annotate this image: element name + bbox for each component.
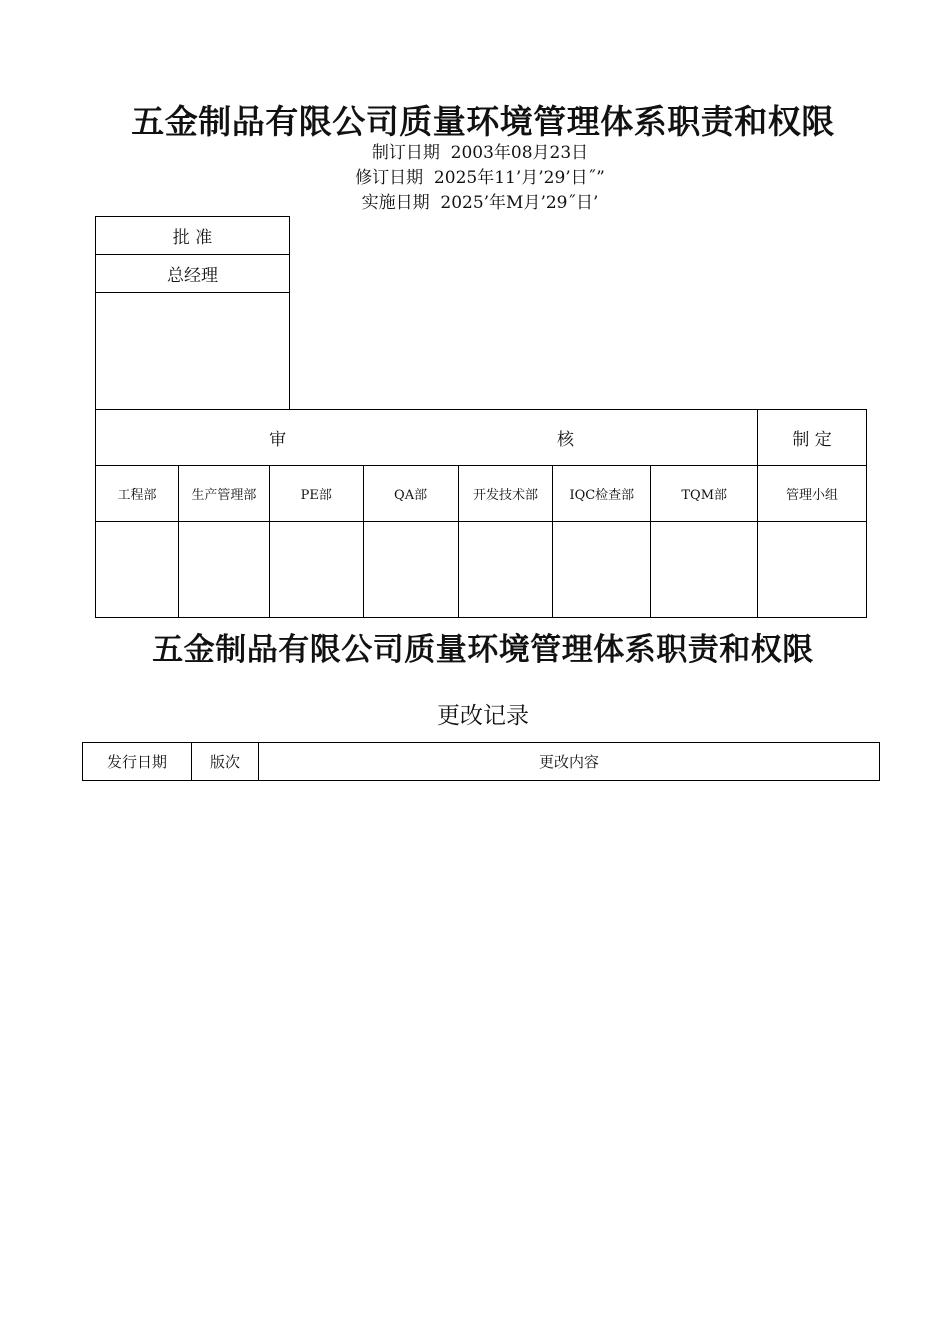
dept-development: 开发技术部: [458, 466, 553, 522]
column-issue-date: 发行日期: [83, 743, 192, 781]
approval-table: [95, 216, 290, 409]
prepare-header: 制 定: [758, 410, 867, 466]
review-table: [95, 409, 867, 618]
dept-production: 生产管理部: [178, 466, 269, 522]
approval-signature-cell: [96, 293, 290, 410]
review-header: [96, 410, 758, 466]
dept-iqc: IQC检查部: [553, 466, 651, 522]
sign-cell: [758, 522, 867, 618]
approval-role: 总经理: [96, 255, 290, 293]
review-header-left: 审: [269, 430, 287, 450]
sign-cell: [553, 522, 651, 618]
change-record-title: 更改记录: [437, 703, 529, 729]
column-version: 版次: [192, 743, 259, 781]
second-title: 五金制品有限公司质量环境管理体系职责和权限: [152, 632, 814, 668]
dept-qa: QA部: [363, 466, 458, 522]
sign-cell: [269, 522, 363, 618]
revised-date: 修订日期 2025年11’月’29’日˝”: [355, 168, 605, 188]
sign-cell: [178, 522, 269, 618]
dept-engineering: 工程部: [96, 466, 179, 522]
effective-date: 实施日期 2025’年M月’29˝日’: [361, 193, 599, 213]
sign-cell: [363, 522, 458, 618]
dept-management-group: 管理小组: [758, 466, 867, 522]
established-date: 制订日期 2003年08月23日: [371, 143, 589, 163]
document-title: 五金制品有限公司质量环境管理体系职责和权限: [131, 102, 835, 141]
approval-header: 批 准: [96, 217, 290, 255]
dept-pe: PE部: [269, 466, 363, 522]
sign-cell: [651, 522, 758, 618]
column-change-content: 更改内容: [259, 743, 880, 781]
review-header-right: 核: [556, 430, 574, 450]
sign-cell: [458, 522, 553, 618]
sign-cell: [96, 522, 179, 618]
change-record-table: [82, 742, 880, 781]
dept-tqm: TQM部: [651, 466, 758, 522]
